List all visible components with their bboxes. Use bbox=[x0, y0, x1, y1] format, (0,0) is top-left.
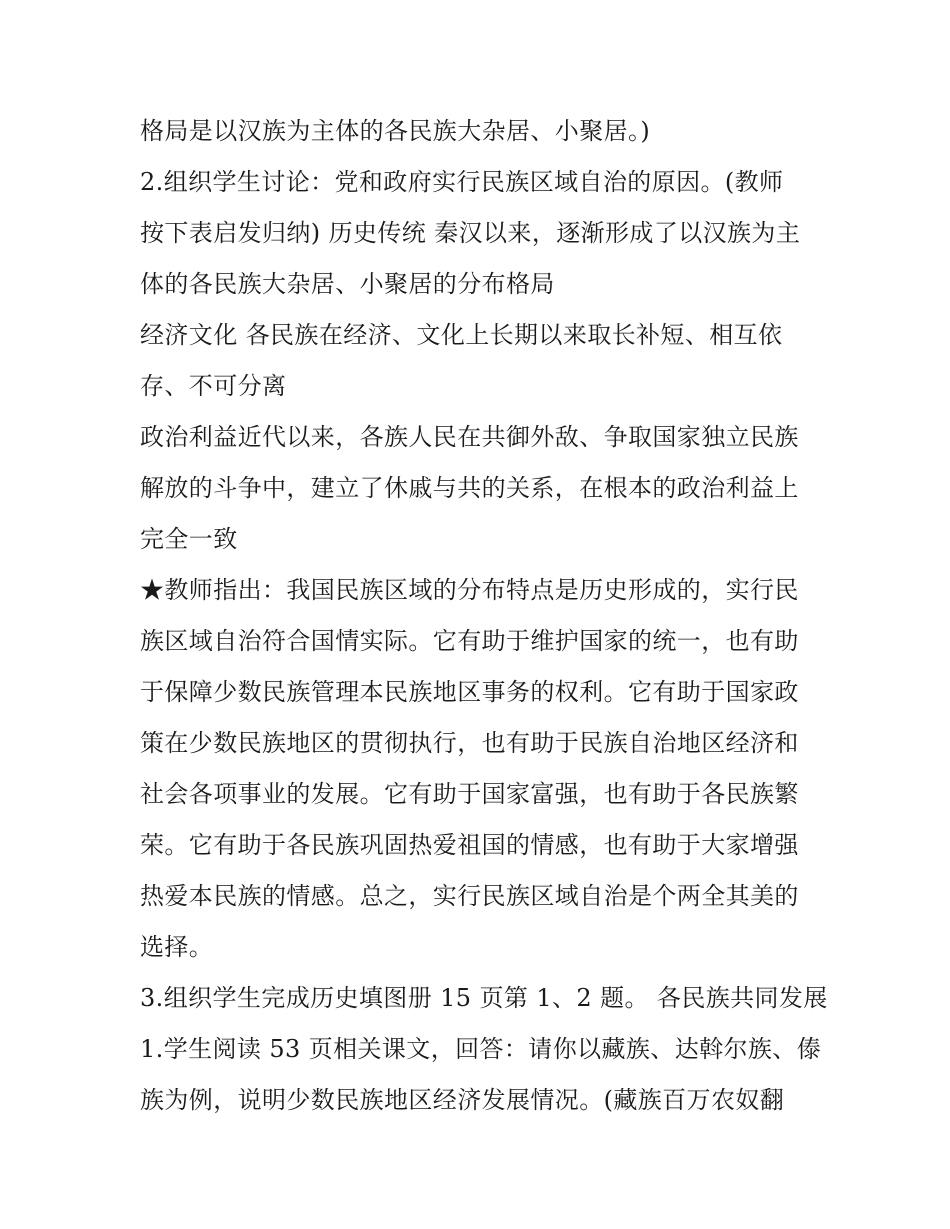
text-line: 选择。 bbox=[140, 933, 214, 961]
text-line: 政治利益近代以来，各族人民在共御外敌、争取国家独立民族 bbox=[140, 423, 799, 451]
text-line: 族为例，说明少数民族地区经济发展情况。(藏族百万农奴翻 bbox=[140, 1086, 785, 1114]
text-line: 解放的斗争中，建立了休戚与共的关系，在根本的政治利益上 bbox=[140, 474, 799, 502]
text-line: 存、不可分离 bbox=[140, 372, 287, 400]
text-line: 1.学生阅读 53 页相关课文，回答：请你以藏族、达斡尔族、傣 bbox=[140, 1035, 822, 1063]
text-line: 格局是以汉族为主体的各民族大杂居、小聚居。) bbox=[140, 117, 651, 145]
text-line: 族区域自治符合国情实际。它有助于维护国家的统一，也有助 bbox=[140, 627, 799, 655]
text-line: 体的各民族大杂居、小聚居的分布格局 bbox=[140, 270, 555, 298]
text-line: 热爱本民族的情感。总之，实行民族区域自治是个两全其美的 bbox=[140, 882, 799, 910]
text-line: ★教师指出：我国民族区域的分布特点是历史形成的，实行民 bbox=[140, 576, 799, 604]
text-line: 策在少数民族地区的贯彻执行，也有助于民族自治地区经济和 bbox=[140, 729, 799, 757]
text-line: 社会各项事业的发展。它有助于国家富强，也有助于各民族繁 bbox=[140, 780, 799, 808]
text-line: 3.组织学生完成历史填图册 15 页第 1、2 题。 各民族共同发展 bbox=[140, 984, 828, 1012]
text-line: 完全一致 bbox=[140, 525, 238, 553]
text-line: 于保障少数民族管理本民族地区事务的权利。它有助于国家政 bbox=[140, 678, 799, 706]
text-line: 经济文化 各民族在经济、文化上长期以来取长补短、相互依 bbox=[140, 321, 783, 349]
body-text bbox=[140, 106, 830, 1126]
text-line: 2.组织学生讨论：党和政府实行民族区域自治的原因。(教师 bbox=[140, 168, 784, 196]
text-line: 按下表启发归纳) 历史传统 秦汉以来，逐渐形成了以汉族为主 bbox=[140, 219, 801, 247]
text-line: 荣。它有助于各民族巩固热爱祖国的情感，也有助于大家增强 bbox=[140, 831, 799, 859]
